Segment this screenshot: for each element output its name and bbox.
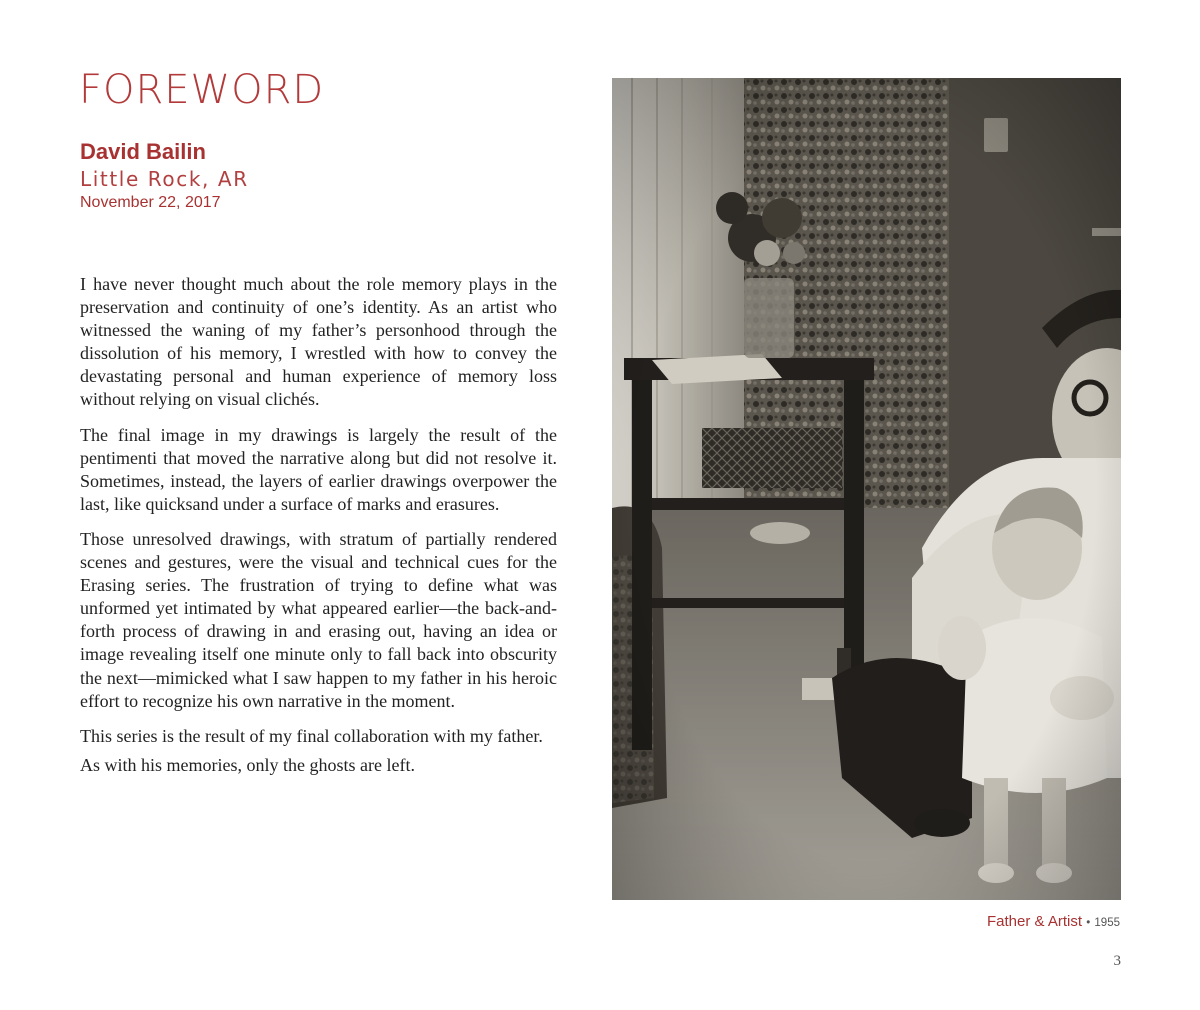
- paragraph: Those unresolved drawings, with stratum of partially rendered scenes and gestures, were the visual and technical cues for the Erasing series. The frustration of trying to define what was unformed yet intimated by what appeared earlier—the back-and-forth process of drawing in and erasing out, having an idea or image revealing itself one minute only to fall back into obscurity the next—mimicked what I saw happen to my father in his heroic effort to recognize his own narrative in the moment.: [80, 528, 557, 711]
- page-title: FOREWORD: [79, 67, 325, 113]
- paragraph: I have never thought much about the role memory plays in the preservation and continuity of one’s identity. As an artist who witnessed the waning of my father’s personhood through the dissolution of his memory, I wrestled with how to convey the devastating personal and human experience of memory loss without relying on visual clichés.: [80, 274, 557, 410]
- foreword-body: [80, 273, 557, 789]
- caption-title: Father & Artist: [986, 913, 1083, 930]
- photo-illustration: [612, 78, 1121, 900]
- author-location: Little Rock, AR: [80, 167, 249, 191]
- foreword-date: November 22, 2017: [80, 194, 221, 211]
- photo-caption: [987, 913, 1120, 930]
- caption-year: 1955: [1094, 917, 1120, 929]
- author-name: David Bailin: [80, 139, 206, 164]
- paragraph: As with his memories, only the ghosts are left.: [80, 754, 415, 775]
- paragraph: The final image in my drawings is largely the result of the pentimenti that moved the narrative along but did not resolve it. Sometimes, instead, the layers of earlier drawings overpower the last, like quicksand under a surface of marks and erasures.: [80, 424, 557, 514]
- page-number: 3: [1113, 953, 1121, 969]
- paragraph: This series is the result of my final collaboration with my father.: [80, 725, 543, 746]
- caption-separator: •: [1086, 917, 1091, 929]
- vintage-photograph: [612, 78, 1121, 900]
